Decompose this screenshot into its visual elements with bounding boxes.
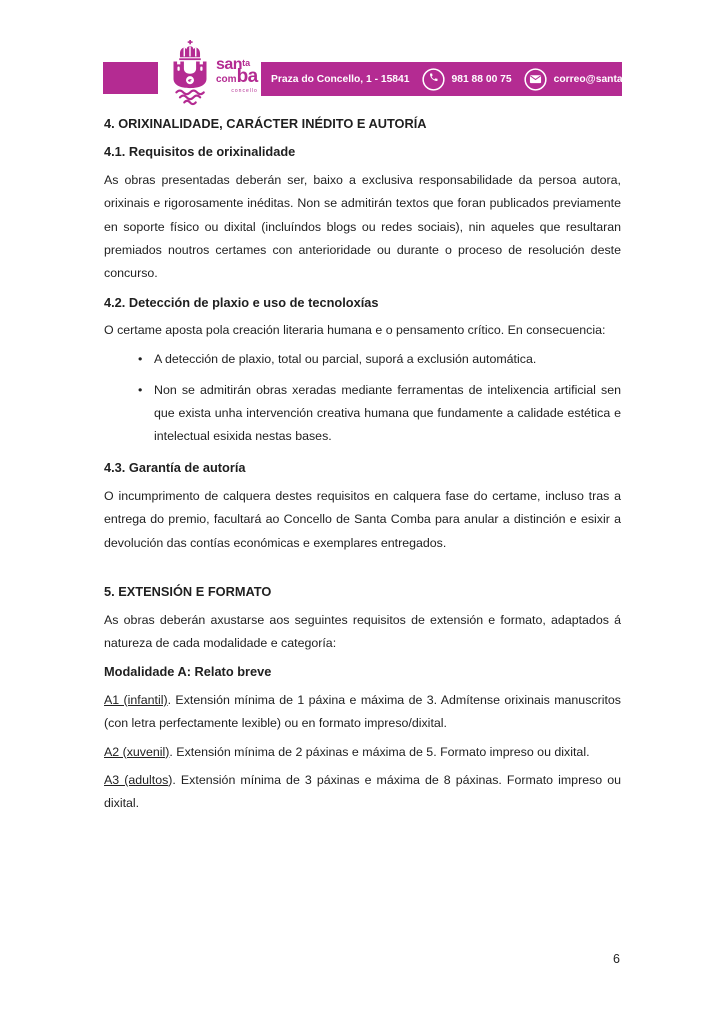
logo-word-com: com: [216, 74, 237, 85]
contact-bar: [261, 62, 671, 96]
phone-icon: [422, 68, 445, 91]
modality-a2-text: . Extensión mínima de 2 páxinas e máxima de 5. Formato impreso ou dixital.: [169, 744, 590, 759]
modality-a2-label: A2 (xuvenil): [104, 744, 170, 759]
concello-santa-comba-logo: [167, 40, 258, 106]
santa-comba-crest-icon: [167, 40, 213, 106]
section-4-3-paragraph: O incumprimento de calquera destes requisitos en calquera fase do certame, incluso tras a entrega do premio, facultará ao Concello de Santa Comba para anular a distinción e esixir a devolución das contías económicas e exemplares entregados.: [104, 488, 621, 550]
section-4-2-bullet-list: [104, 348, 621, 449]
modality-a1-text: . Extensión mínima de 1 páxina e máxima de 3. Admítense orixinais manuscritos (con letra perfectamente lexible) ou en formato impreso/dixital.: [104, 692, 621, 731]
address-text: Praza do Concello, 1 - 15841: [271, 73, 410, 85]
envelope-icon: [524, 68, 547, 91]
section-4-title: 4. ORIXINALIDADE, CARÁCTER INÉDITO E AUTORÍA: [104, 116, 427, 131]
email-address: correo@santacomba.es: [553, 73, 671, 85]
modality-a1-paragraph: [104, 689, 621, 736]
bullet-intelixencia-artificial: • Non se admitirán obras xeradas mediante ferramentas de intelixencia artificial sen que exista unha intervención creativa humana que fundamente a calidade estética e intelectual esixida nestas bases.: [104, 379, 621, 449]
section-4-1-title: 4.1. Requisitos de orixinalidade: [104, 144, 296, 160]
section-4-1-paragraph: As obras presentadas deberán ser, baixo a exclusiva responsabilidade da persoa autora, orixinais e rigorosamente inéditas. Non se admitirán textos que foran publicados previamente en soporte físico ou dixital (incluíndos blogs ou redes sociais), nin aqueles que resultaran premiados noutros certames con anterioridade ou durante o proceso de resolución deste concurso.: [104, 172, 621, 281]
document-body: [104, 112, 621, 821]
modality-a-title: Modalidade A: Relato breve: [104, 664, 272, 680]
modality-a3-paragraph: [104, 769, 621, 816]
logo-word-ta: ta: [242, 58, 251, 68]
modality-a1-label: A1 (infantil): [104, 692, 168, 707]
header-left-band: [103, 62, 158, 94]
bullet-plaxio: • A detección de plaxio, total ou parcial, suporá a exclusión automática.: [104, 348, 621, 371]
logo-subtitle: concello: [231, 88, 258, 94]
section-5-intro-paragraph: As obras deberán axustarse aos seguintes requisitos de extensión e formato, adaptados á natureza de cada modalidade e categoría:: [104, 612, 621, 650]
page-number: 6: [613, 952, 620, 966]
logo-word-ba: ba: [236, 66, 258, 87]
section-4-2-paragraph: O certame aposta pola creación literaria humana e o pensamento crítico. En consecuencia:: [104, 323, 606, 338]
section-4-2-title: 4.2. Detección de plaxio e uso de tecnoloxías: [104, 294, 379, 310]
modality-a2-paragraph: [104, 741, 621, 764]
section-5-title: 5. EXTENSIÓN E FORMATO: [104, 584, 272, 600]
section-4-3-title: 4.3. Garantía de autoría: [104, 460, 246, 476]
section-gap: [104, 560, 621, 580]
modality-a3-label: A3 (adultos: [104, 772, 169, 787]
phone-number: 981 88 00 75: [451, 73, 512, 85]
modality-a3-text: ). Extensión mínima de 3 páxinas e máxima de 8 páxinas. Formato impreso ou dixital.: [104, 772, 621, 811]
logo-word-san: san: [216, 56, 243, 73]
logo-wordmark: [216, 56, 258, 94]
